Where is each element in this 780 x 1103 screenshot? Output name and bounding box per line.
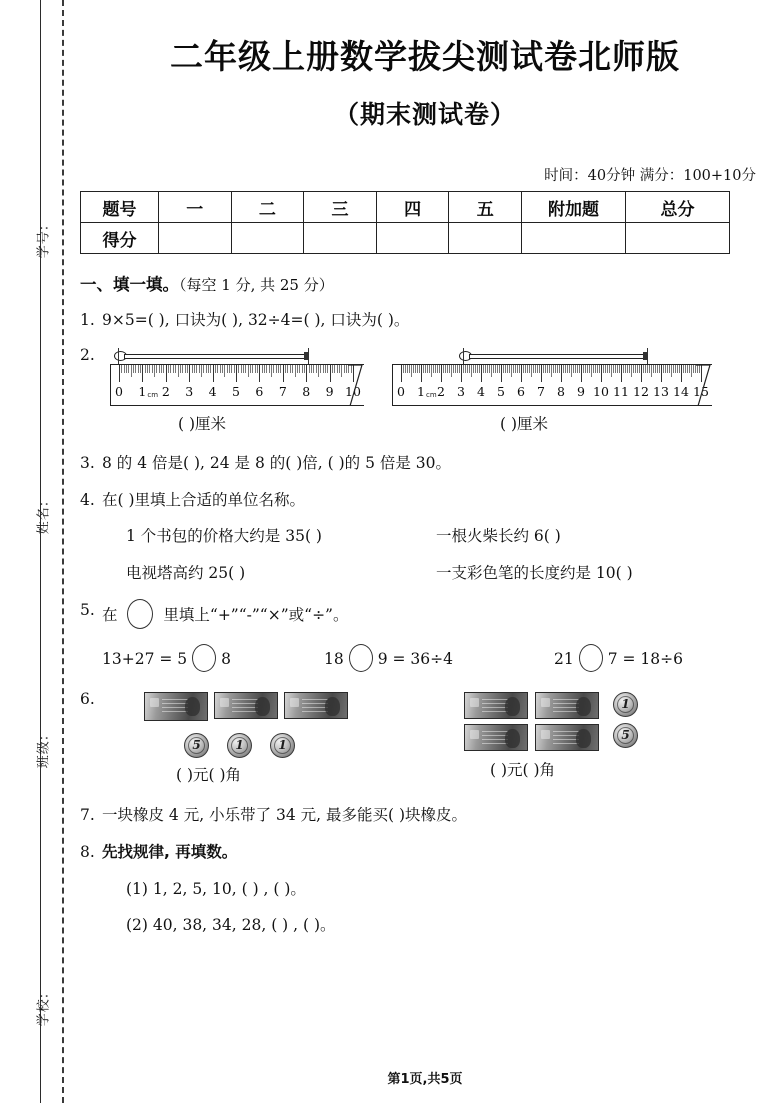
score-input-cell[interactable] bbox=[231, 223, 304, 254]
question-text: 8 的 4 倍是( ), 24 是 8 的( )倍, ( )的 5 倍是 30。 bbox=[102, 453, 452, 472]
question-number: 3. bbox=[80, 453, 95, 472]
money-group-right bbox=[452, 692, 638, 787]
coin-value: 1 bbox=[621, 697, 630, 712]
banknote bbox=[284, 692, 348, 719]
score-input-cell[interactable] bbox=[449, 223, 522, 254]
section-heading-label: 一、填一填。 bbox=[80, 275, 179, 295]
operator-blank-circle[interactable] bbox=[349, 644, 373, 672]
table-row bbox=[81, 223, 730, 254]
expression-right: 9 = 36÷4 bbox=[377, 649, 454, 668]
expression-left: 18 bbox=[324, 649, 344, 668]
coin-value: 1 bbox=[278, 738, 287, 753]
seal-margin-dashed-line bbox=[62, 0, 64, 1103]
question-number: 6. bbox=[80, 689, 95, 708]
banknote bbox=[535, 692, 599, 719]
score-table-header-cell: 题号 bbox=[81, 192, 159, 223]
banknote-row-left bbox=[102, 692, 452, 721]
score-table bbox=[80, 191, 730, 254]
score-table-header-cell: 二 bbox=[231, 192, 304, 223]
expression-3 bbox=[554, 644, 683, 672]
ruler-scale-left: 0 1 cm 2 3 4 5 6 7 8 9 10 bbox=[110, 364, 364, 406]
coin bbox=[227, 733, 252, 758]
coin bbox=[184, 733, 209, 758]
section-heading-points: （每空 1 分, 共 25 分） bbox=[179, 276, 334, 295]
coin-value: 5 bbox=[621, 728, 630, 743]
unit-item-4[interactable]: 一支彩色笔的长度约是 10( ) bbox=[436, 563, 633, 582]
question-number: 1. bbox=[80, 311, 95, 330]
question-number: 8. bbox=[80, 843, 95, 862]
expression-left: 21 bbox=[554, 649, 574, 668]
seal-margin-solid-line bbox=[40, 0, 41, 1103]
question-text: 9×5=( ), 口诀为( ), 32÷4=( ), 口诀为( )。 bbox=[102, 311, 410, 330]
banknote bbox=[535, 724, 599, 751]
question-6 bbox=[80, 688, 770, 787]
money-figures bbox=[102, 692, 770, 787]
banknote-grid-right bbox=[464, 692, 599, 751]
question-number: 5. bbox=[80, 600, 95, 619]
sequence-item-2[interactable]: (2) 40, 38, 34, 28, ( ) , ( )。 bbox=[126, 915, 336, 934]
money-answer-left[interactable]: ( )元( )角 bbox=[176, 765, 242, 784]
seal-label-student-id: 学号: bbox=[36, 224, 52, 259]
seal-label-name: 姓名: bbox=[36, 500, 52, 535]
question-5-prompt bbox=[102, 599, 770, 629]
score-input-cell[interactable] bbox=[376, 223, 449, 254]
question-text: 一块橡皮 4 元, 小乐带了 34 元, 最多能买( )块橡皮。 bbox=[102, 806, 468, 824]
question-number: 7. bbox=[80, 806, 95, 824]
coin bbox=[613, 723, 638, 748]
operator-circle-icon bbox=[127, 599, 153, 629]
question-8 bbox=[80, 841, 770, 937]
expression-right: 8 bbox=[221, 649, 232, 668]
banknote-coin-block-right bbox=[452, 692, 638, 751]
expression-left: 13+27 = 5 bbox=[102, 649, 188, 668]
coin-value: 1 bbox=[235, 738, 244, 753]
ruler-figures bbox=[102, 348, 770, 406]
question-number: 4. bbox=[80, 491, 95, 509]
coin bbox=[270, 733, 295, 758]
measured-object-right bbox=[392, 348, 722, 364]
question-text: 在( )里填上合适的单位名称。 bbox=[102, 491, 306, 509]
ruler-figure-left bbox=[110, 348, 370, 406]
unit-item-2[interactable]: 一根火柴长约 6( ) bbox=[436, 527, 561, 546]
seal-label-class: 班级: bbox=[36, 734, 52, 769]
page-footer: 第1页,共5页 bbox=[387, 1072, 463, 1087]
question-5 bbox=[80, 599, 770, 672]
banknote bbox=[144, 692, 208, 721]
expression-1 bbox=[102, 644, 324, 672]
operator-blank-circle[interactable] bbox=[579, 644, 603, 672]
score-table-header-cell: 三 bbox=[304, 192, 377, 223]
question-7 bbox=[80, 804, 770, 827]
score-table-header-cell: 附加题 bbox=[522, 192, 626, 223]
question-1 bbox=[80, 309, 770, 332]
unit-item-1[interactable]: 1 个书包的价格大约是 35( ) bbox=[126, 527, 322, 546]
banknote bbox=[464, 724, 528, 751]
question-text: 先找规律, 再填数。 bbox=[102, 843, 238, 862]
question-4 bbox=[80, 489, 770, 585]
operator-blank-circle[interactable] bbox=[192, 644, 216, 672]
coin-column-right bbox=[613, 692, 638, 751]
score-table-header-cell: 总分 bbox=[626, 192, 730, 223]
exam-sheet bbox=[80, 0, 770, 1103]
unit-item-3[interactable]: 电视塔高约 25( ) bbox=[126, 563, 246, 582]
banknote bbox=[214, 692, 278, 719]
score-input-cell[interactable] bbox=[159, 223, 232, 254]
ruler-figure-right bbox=[392, 348, 722, 406]
score-table-header-cell: 一 bbox=[159, 192, 232, 223]
table-row bbox=[81, 192, 730, 223]
question-4-row-1 bbox=[102, 525, 770, 548]
question-4-row-2 bbox=[102, 562, 770, 585]
money-answer-right[interactable]: ( )元( )角 bbox=[490, 760, 556, 779]
question-2 bbox=[80, 344, 770, 436]
score-table-header-cell: 四 bbox=[376, 192, 449, 223]
coin-row-left bbox=[102, 733, 452, 758]
expression-2 bbox=[324, 644, 554, 672]
score-input-cell[interactable] bbox=[626, 223, 730, 254]
score-input-cell[interactable] bbox=[522, 223, 626, 254]
exam-meta-info: 时间：40分钟 满分：100+10分 bbox=[544, 168, 756, 185]
money-group-left bbox=[102, 692, 452, 787]
question-number: 2. bbox=[80, 345, 95, 364]
expression-right: 7 = 18÷6 bbox=[607, 649, 684, 668]
question-2-answers bbox=[102, 413, 770, 436]
page-subtitle: （期末测试卷） bbox=[333, 100, 516, 130]
answer-blank-left[interactable]: ( )厘米 bbox=[178, 414, 227, 433]
question-3 bbox=[80, 452, 770, 475]
banknote bbox=[464, 692, 528, 719]
seal-label-school: 学校: bbox=[36, 992, 52, 1027]
measured-object-left bbox=[110, 348, 370, 364]
section-heading-fill-in bbox=[80, 271, 770, 295]
question-5-expressions bbox=[102, 644, 770, 672]
score-input-cell[interactable] bbox=[304, 223, 377, 254]
question-text-after: 里填上“+”“-”“×”或“÷”。 bbox=[163, 605, 349, 624]
coin bbox=[613, 692, 638, 717]
coin-value: 5 bbox=[192, 738, 201, 753]
sequence-item-1[interactable]: (1) 1, 2, 5, 10, ( ) , ( )。 bbox=[126, 879, 306, 898]
score-table-header-cell: 五 bbox=[449, 192, 522, 223]
score-table-row-label: 得分 bbox=[81, 223, 159, 254]
ruler-scale-right: 0 1 cm 2 3 4 5 6 7 8 9 10 11 12 13 14 15 bbox=[392, 364, 712, 406]
question-text-before: 在 bbox=[102, 605, 118, 624]
answer-blank-right[interactable]: ( )厘米 bbox=[500, 414, 549, 433]
page-title: 二年级上册数学拔尖测试卷北师版 bbox=[170, 37, 680, 76]
